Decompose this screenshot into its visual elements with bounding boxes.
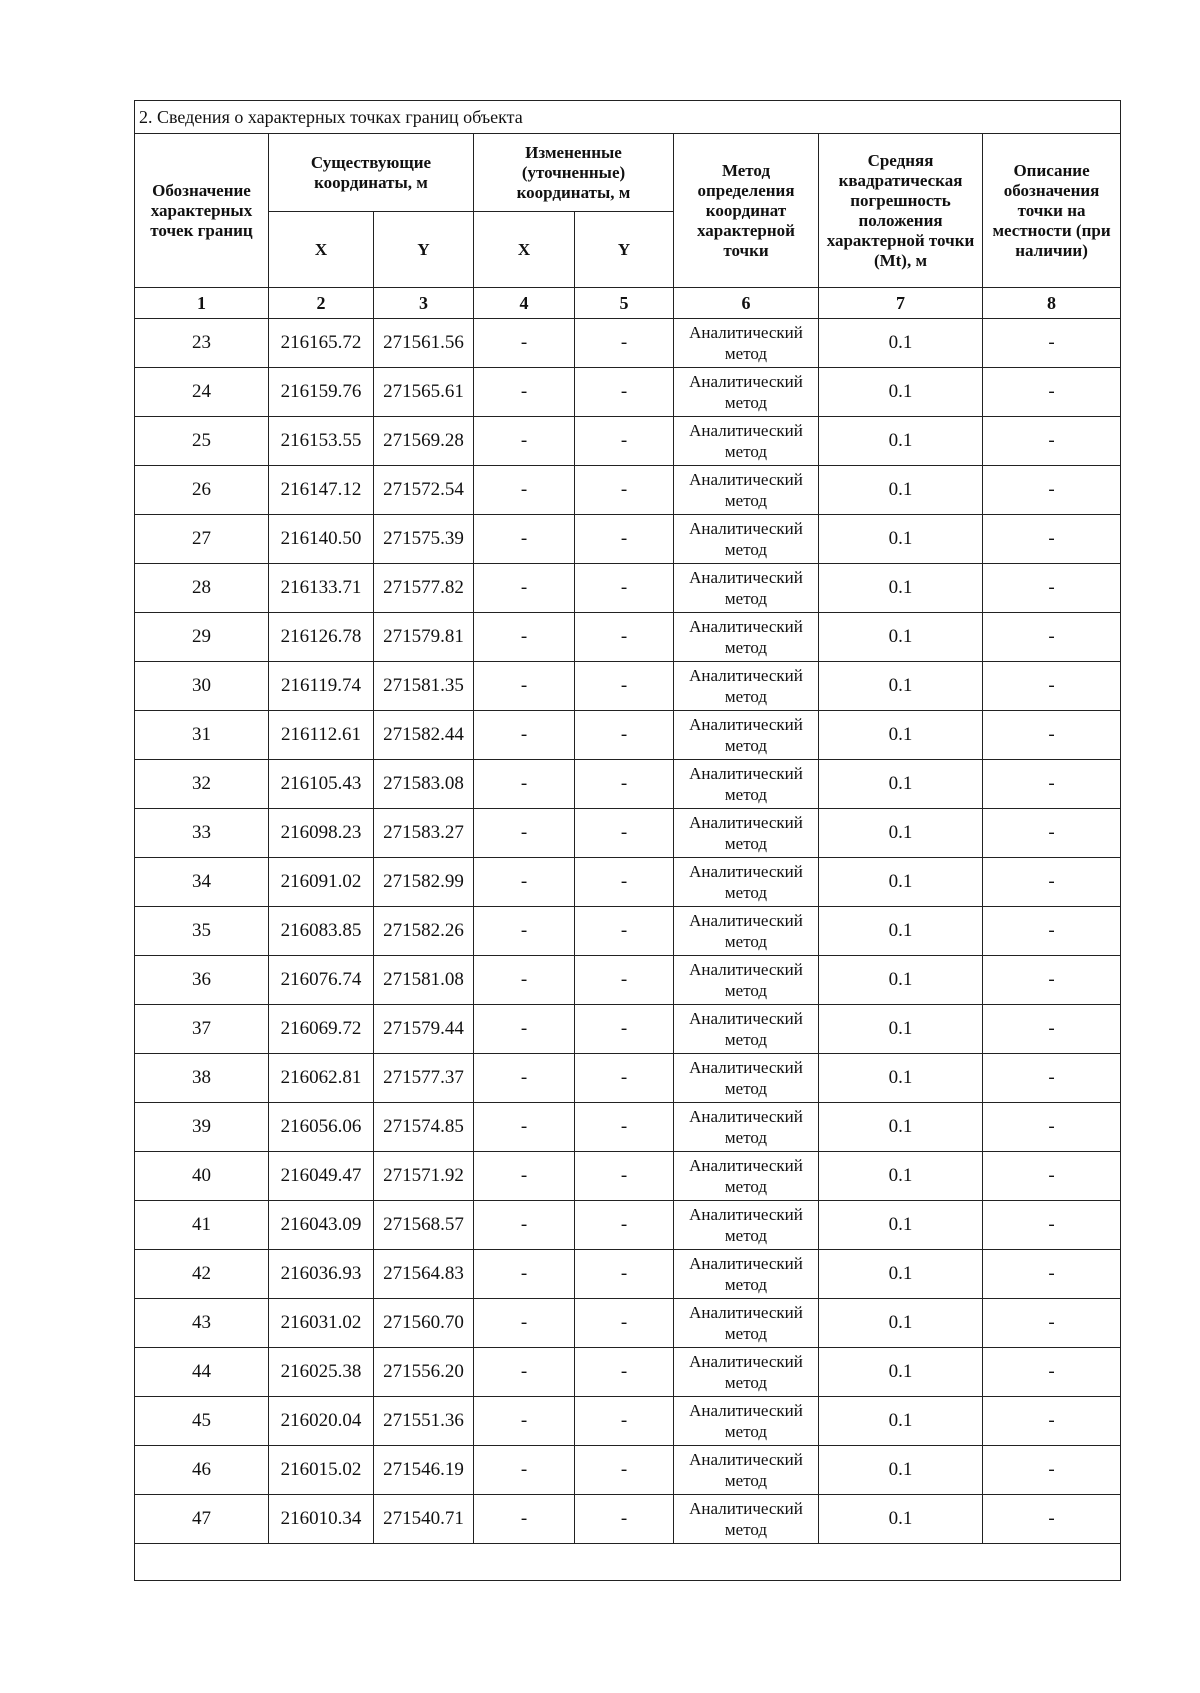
- mean-error-cell: 0.1: [819, 662, 983, 711]
- existing-y-cell: 271577.37: [374, 1054, 474, 1103]
- changed-x-cell: -: [474, 1054, 575, 1103]
- changed-y-cell: -: [575, 1348, 674, 1397]
- description-cell: -: [983, 858, 1121, 907]
- table-row: [135, 1299, 1121, 1348]
- existing-x-cell: 216126.78: [269, 613, 374, 662]
- existing-y-cell: 271556.20: [374, 1348, 474, 1397]
- method-cell: Аналитический метод: [674, 564, 819, 613]
- method-cell: Аналитический метод: [674, 1250, 819, 1299]
- description-cell: -: [983, 1446, 1121, 1495]
- existing-y-cell: 271581.35: [374, 662, 474, 711]
- changed-x-cell: -: [474, 466, 575, 515]
- existing-x-cell: 216036.93: [269, 1250, 374, 1299]
- header-changed-y: Y: [575, 212, 674, 288]
- header-changed-coordinates: Измененные (уточненные) координаты, м: [474, 134, 674, 212]
- point-id-cell: 30: [135, 662, 269, 711]
- method-cell: Аналитический метод: [674, 368, 819, 417]
- changed-x-cell: -: [474, 662, 575, 711]
- changed-x-cell: -: [474, 760, 575, 809]
- changed-x-cell: -: [474, 1299, 575, 1348]
- mean-error-cell: 0.1: [819, 1397, 983, 1446]
- changed-x-cell: -: [474, 956, 575, 1005]
- changed-x-cell: -: [474, 564, 575, 613]
- point-id-cell: 27: [135, 515, 269, 564]
- description-cell: -: [983, 956, 1121, 1005]
- existing-x-cell: 216165.72: [269, 319, 374, 368]
- header-point-designation: Обозначение характерных точек границ: [135, 134, 269, 288]
- existing-y-cell: 271579.44: [374, 1005, 474, 1054]
- existing-y-cell: 271565.61: [374, 368, 474, 417]
- changed-x-cell: -: [474, 1446, 575, 1495]
- existing-x-cell: 216025.38: [269, 1348, 374, 1397]
- header-method: Метод определения координат характерной точки: [674, 134, 819, 288]
- existing-y-cell: 271571.92: [374, 1152, 474, 1201]
- method-cell: Аналитический метод: [674, 417, 819, 466]
- existing-x-cell: 216043.09: [269, 1201, 374, 1250]
- column-numbers-row: [135, 288, 1121, 319]
- changed-y-cell: -: [575, 907, 674, 956]
- existing-x-cell: 216015.02: [269, 1446, 374, 1495]
- method-cell: Аналитический метод: [674, 1103, 819, 1152]
- mean-error-cell: 0.1: [819, 417, 983, 466]
- changed-x-cell: -: [474, 1005, 575, 1054]
- existing-y-cell: 271582.26: [374, 907, 474, 956]
- point-id-cell: 35: [135, 907, 269, 956]
- point-id-cell: 33: [135, 809, 269, 858]
- header-changed-x: X: [474, 212, 575, 288]
- changed-x-cell: -: [474, 1495, 575, 1544]
- method-cell: Аналитический метод: [674, 956, 819, 1005]
- method-cell: Аналитический метод: [674, 1201, 819, 1250]
- point-id-cell: 44: [135, 1348, 269, 1397]
- column-number: 5: [575, 288, 674, 319]
- table-row: [135, 1054, 1121, 1103]
- point-id-cell: 28: [135, 564, 269, 613]
- table-row: [135, 1446, 1121, 1495]
- existing-x-cell: 216049.47: [269, 1152, 374, 1201]
- method-cell: Аналитический метод: [674, 1152, 819, 1201]
- mean-error-cell: 0.1: [819, 809, 983, 858]
- existing-y-cell: 271583.27: [374, 809, 474, 858]
- method-cell: Аналитический метод: [674, 662, 819, 711]
- column-number: 8: [983, 288, 1121, 319]
- changed-y-cell: -: [575, 613, 674, 662]
- method-cell: Аналитический метод: [674, 319, 819, 368]
- changed-x-cell: -: [474, 515, 575, 564]
- table-row: [135, 760, 1121, 809]
- mean-error-cell: 0.1: [819, 1103, 983, 1152]
- point-id-cell: 32: [135, 760, 269, 809]
- changed-y-cell: -: [575, 711, 674, 760]
- point-id-cell: 37: [135, 1005, 269, 1054]
- point-id-cell: 31: [135, 711, 269, 760]
- table-row: [135, 711, 1121, 760]
- changed-y-cell: -: [575, 1495, 674, 1544]
- table-row: [135, 466, 1121, 515]
- changed-y-cell: -: [575, 1103, 674, 1152]
- header-existing-y: Y: [374, 212, 474, 288]
- table-row: [135, 858, 1121, 907]
- description-cell: -: [983, 1397, 1121, 1446]
- table-row: [135, 907, 1121, 956]
- table-row: [135, 368, 1121, 417]
- point-id-cell: 34: [135, 858, 269, 907]
- table-row: [135, 809, 1121, 858]
- changed-y-cell: -: [575, 368, 674, 417]
- table-row: [135, 1397, 1121, 1446]
- mean-error-cell: 0.1: [819, 1250, 983, 1299]
- existing-x-cell: 216098.23: [269, 809, 374, 858]
- column-number: 3: [374, 288, 474, 319]
- header-description: Описание обозначения точки на местности (при наличии): [983, 134, 1121, 288]
- existing-y-cell: 271561.56: [374, 319, 474, 368]
- description-cell: -: [983, 368, 1121, 417]
- existing-y-cell: 271582.44: [374, 711, 474, 760]
- mean-error-cell: 0.1: [819, 319, 983, 368]
- changed-x-cell: -: [474, 319, 575, 368]
- changed-y-cell: -: [575, 1152, 674, 1201]
- mean-error-cell: 0.1: [819, 466, 983, 515]
- existing-y-cell: 271579.81: [374, 613, 474, 662]
- empty-footer-cell: [135, 1544, 1121, 1581]
- table-body: [135, 319, 1121, 1544]
- mean-error-cell: 0.1: [819, 1152, 983, 1201]
- column-number: 7: [819, 288, 983, 319]
- column-number: 1: [135, 288, 269, 319]
- changed-y-cell: -: [575, 319, 674, 368]
- table-row: [135, 319, 1121, 368]
- description-cell: -: [983, 1054, 1121, 1103]
- method-cell: Аналитический метод: [674, 1005, 819, 1054]
- existing-x-cell: 216031.02: [269, 1299, 374, 1348]
- header-existing-coordinates: Существующие координаты, м: [269, 134, 474, 212]
- changed-x-cell: -: [474, 1201, 575, 1250]
- changed-x-cell: -: [474, 1397, 575, 1446]
- table-row: [135, 1495, 1121, 1544]
- existing-y-cell: 271546.19: [374, 1446, 474, 1495]
- description-cell: -: [983, 760, 1121, 809]
- table-row: [135, 1103, 1121, 1152]
- changed-y-cell: -: [575, 1201, 674, 1250]
- changed-x-cell: -: [474, 858, 575, 907]
- description-cell: -: [983, 1103, 1121, 1152]
- mean-error-cell: 0.1: [819, 907, 983, 956]
- changed-x-cell: -: [474, 1152, 575, 1201]
- point-id-cell: 26: [135, 466, 269, 515]
- mean-error-cell: 0.1: [819, 1495, 983, 1544]
- mean-error-cell: 0.1: [819, 613, 983, 662]
- point-id-cell: 42: [135, 1250, 269, 1299]
- point-id-cell: 29: [135, 613, 269, 662]
- changed-y-cell: -: [575, 1250, 674, 1299]
- mean-error-cell: 0.1: [819, 368, 983, 417]
- changed-x-cell: -: [474, 1103, 575, 1152]
- point-id-cell: 47: [135, 1495, 269, 1544]
- method-cell: Аналитический метод: [674, 1299, 819, 1348]
- header-mean-error: Средняя квадратическая погрешность положения характерной точки (Mt), м: [819, 134, 983, 288]
- changed-y-cell: -: [575, 515, 674, 564]
- description-cell: -: [983, 1348, 1121, 1397]
- mean-error-cell: 0.1: [819, 1005, 983, 1054]
- table-row: [135, 1201, 1121, 1250]
- existing-y-cell: 271572.54: [374, 466, 474, 515]
- changed-x-cell: -: [474, 711, 575, 760]
- mean-error-cell: 0.1: [819, 515, 983, 564]
- method-cell: Аналитический метод: [674, 1397, 819, 1446]
- boundary-points-table: [134, 100, 1121, 1581]
- changed-y-cell: -: [575, 760, 674, 809]
- table-row: [135, 662, 1121, 711]
- existing-x-cell: 216020.04: [269, 1397, 374, 1446]
- description-cell: -: [983, 809, 1121, 858]
- existing-x-cell: 216069.72: [269, 1005, 374, 1054]
- mean-error-cell: 0.1: [819, 1446, 983, 1495]
- point-id-cell: 38: [135, 1054, 269, 1103]
- point-id-cell: 43: [135, 1299, 269, 1348]
- existing-y-cell: 271575.39: [374, 515, 474, 564]
- existing-y-cell: 271569.28: [374, 417, 474, 466]
- existing-y-cell: 271574.85: [374, 1103, 474, 1152]
- table-row: [135, 1348, 1121, 1397]
- table-row: [135, 1152, 1121, 1201]
- description-cell: -: [983, 515, 1121, 564]
- method-cell: Аналитический метод: [674, 1348, 819, 1397]
- column-number: 2: [269, 288, 374, 319]
- changed-x-cell: -: [474, 809, 575, 858]
- existing-y-cell: 271551.36: [374, 1397, 474, 1446]
- existing-y-cell: 271582.99: [374, 858, 474, 907]
- existing-y-cell: 271581.08: [374, 956, 474, 1005]
- existing-x-cell: 216056.06: [269, 1103, 374, 1152]
- description-cell: -: [983, 466, 1121, 515]
- point-id-cell: 23: [135, 319, 269, 368]
- method-cell: Аналитический метод: [674, 760, 819, 809]
- point-id-cell: 41: [135, 1201, 269, 1250]
- method-cell: Аналитический метод: [674, 515, 819, 564]
- existing-y-cell: 271583.08: [374, 760, 474, 809]
- changed-y-cell: -: [575, 1299, 674, 1348]
- mean-error-cell: 0.1: [819, 711, 983, 760]
- method-cell: Аналитический метод: [674, 1054, 819, 1103]
- table-row: [135, 1005, 1121, 1054]
- existing-x-cell: 216159.76: [269, 368, 374, 417]
- changed-y-cell: -: [575, 1054, 674, 1103]
- column-number: 6: [674, 288, 819, 319]
- existing-x-cell: 216083.85: [269, 907, 374, 956]
- mean-error-cell: 0.1: [819, 1348, 983, 1397]
- changed-x-cell: -: [474, 1250, 575, 1299]
- method-cell: Аналитический метод: [674, 711, 819, 760]
- changed-y-cell: -: [575, 1446, 674, 1495]
- description-cell: -: [983, 1201, 1121, 1250]
- changed-x-cell: -: [474, 613, 575, 662]
- existing-x-cell: 216147.12: [269, 466, 374, 515]
- existing-x-cell: 216112.61: [269, 711, 374, 760]
- changed-x-cell: -: [474, 1348, 575, 1397]
- mean-error-cell: 0.1: [819, 1054, 983, 1103]
- method-cell: Аналитический метод: [674, 809, 819, 858]
- changed-y-cell: -: [575, 1005, 674, 1054]
- existing-y-cell: 271577.82: [374, 564, 474, 613]
- mean-error-cell: 0.1: [819, 858, 983, 907]
- description-cell: -: [983, 613, 1121, 662]
- description-cell: -: [983, 319, 1121, 368]
- existing-x-cell: 216010.34: [269, 1495, 374, 1544]
- table-row: [135, 1250, 1121, 1299]
- changed-y-cell: -: [575, 1397, 674, 1446]
- point-id-cell: 36: [135, 956, 269, 1005]
- changed-y-cell: -: [575, 809, 674, 858]
- existing-x-cell: 216062.81: [269, 1054, 374, 1103]
- existing-x-cell: 216105.43: [269, 760, 374, 809]
- table-row: [135, 564, 1121, 613]
- existing-x-cell: 216119.74: [269, 662, 374, 711]
- changed-y-cell: -: [575, 956, 674, 1005]
- table-row: [135, 417, 1121, 466]
- mean-error-cell: 0.1: [819, 1201, 983, 1250]
- method-cell: Аналитический метод: [674, 1495, 819, 1544]
- method-cell: Аналитический метод: [674, 858, 819, 907]
- existing-x-cell: 216153.55: [269, 417, 374, 466]
- table-row: [135, 515, 1121, 564]
- existing-x-cell: 216091.02: [269, 858, 374, 907]
- changed-y-cell: -: [575, 564, 674, 613]
- document-sheet: [134, 100, 1120, 1581]
- existing-x-cell: 216133.71: [269, 564, 374, 613]
- description-cell: -: [983, 1299, 1121, 1348]
- description-cell: -: [983, 907, 1121, 956]
- point-id-cell: 24: [135, 368, 269, 417]
- changed-y-cell: -: [575, 466, 674, 515]
- method-cell: Аналитический метод: [674, 466, 819, 515]
- description-cell: -: [983, 417, 1121, 466]
- mean-error-cell: 0.1: [819, 1299, 983, 1348]
- existing-y-cell: 271564.83: [374, 1250, 474, 1299]
- section-title: 2. Сведения о характерных точках границ объекта: [135, 101, 1121, 134]
- table-row: [135, 956, 1121, 1005]
- mean-error-cell: 0.1: [819, 564, 983, 613]
- description-cell: -: [983, 1495, 1121, 1544]
- changed-y-cell: -: [575, 417, 674, 466]
- point-id-cell: 25: [135, 417, 269, 466]
- empty-footer-row: [135, 1544, 1121, 1581]
- method-cell: Аналитический метод: [674, 613, 819, 662]
- changed-y-cell: -: [575, 662, 674, 711]
- changed-y-cell: -: [575, 858, 674, 907]
- existing-x-cell: 216140.50: [269, 515, 374, 564]
- method-cell: Аналитический метод: [674, 907, 819, 956]
- description-cell: -: [983, 564, 1121, 613]
- description-cell: -: [983, 1005, 1121, 1054]
- table-row: [135, 613, 1121, 662]
- point-id-cell: 40: [135, 1152, 269, 1201]
- existing-y-cell: 271540.71: [374, 1495, 474, 1544]
- header-existing-x: X: [269, 212, 374, 288]
- existing-y-cell: 271568.57: [374, 1201, 474, 1250]
- point-id-cell: 46: [135, 1446, 269, 1495]
- column-number: 4: [474, 288, 575, 319]
- point-id-cell: 39: [135, 1103, 269, 1152]
- existing-y-cell: 271560.70: [374, 1299, 474, 1348]
- mean-error-cell: 0.1: [819, 760, 983, 809]
- method-cell: Аналитический метод: [674, 1446, 819, 1495]
- changed-x-cell: -: [474, 907, 575, 956]
- description-cell: -: [983, 1152, 1121, 1201]
- existing-x-cell: 216076.74: [269, 956, 374, 1005]
- description-cell: -: [983, 1250, 1121, 1299]
- mean-error-cell: 0.1: [819, 956, 983, 1005]
- description-cell: -: [983, 711, 1121, 760]
- description-cell: -: [983, 662, 1121, 711]
- point-id-cell: 45: [135, 1397, 269, 1446]
- changed-x-cell: -: [474, 417, 575, 466]
- changed-x-cell: -: [474, 368, 575, 417]
